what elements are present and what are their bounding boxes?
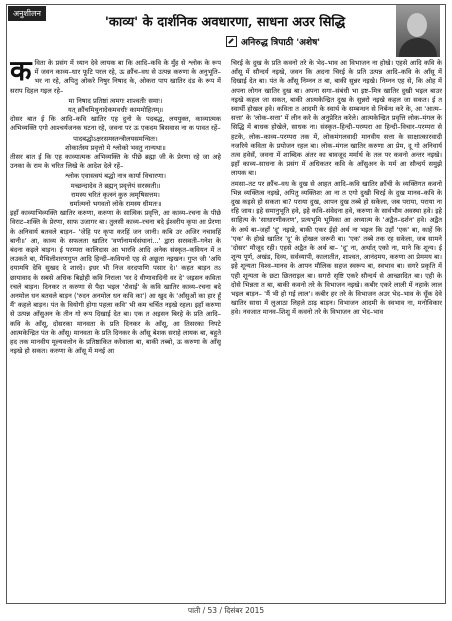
author-shoulders [399, 38, 437, 57]
pen-icon [226, 36, 237, 47]
paragraph: विता के प्रसंग में ध्यान देवे लायक बा कि आदि–कवि के मुँह से श्लोक के रूप में जवन काव्य–धार फूटि परल रहे, ऊ क्रौंच–वध से उत्पन्न करुणा के अनुभूति–भर ना रहे, अपितु ओकरे निषुर निषाद के, ओकरा पाप खातिर दंड के रूप में सराप दिहल गइल रहे– [10, 59, 221, 95]
verse-line: धर्मात्मनो भगवतो लोके रामस्य धीमतः॥ [69, 200, 162, 209]
verse-line: मच्छन्दादेव ते ब्रह्मन् प्रवृत्तेयं सरस्वती॥ [70, 181, 161, 190]
verse-line: यत् क्रौंचमिथुनादेकमवधीः काममोहितम्॥ [67, 106, 164, 115]
paragraph: तीसर बात ई कि एह काव्यात्मक अभिव्यक्ति के पीछे ब्रह्मा जी के प्रेरणा रहे जा अहे उनका के राम के चरित लिखे के आदेश देले रहें– [10, 153, 221, 171]
article-body [10, 59, 442, 599]
verse-line: श्लोक एवास्त्वयं बद्धो नात्र कार्या विचारणा। [65, 172, 166, 181]
paragraph: चिरई के दुख के प्रति कवनो तरे के भेद–भाव आ विभाजन ना होखे। एहसे आदि कवि के आँसू में सौन्दर्य नइखे, जवन कि अदना चिरई के प्रति उत्पन्न आदि–कवि के आँसू में दिखाई देत बा। पंत के आँसू निम्नन त बा, बाकी सुन्नर नइखे। निम्नन एह से, कि ओह में अपना लोगन खातिर दुख बा। अपना सगा–संबंधी भा इष्ट–मित्र खातिर दुखी भइल बाउर नइखे कहल जा सकत, बाकी आत्मकेन्द्रित दुख के सुन्नरो नइखे कहल जा सकत। ई त स्वार्थी होखल हवे। कविता त आदमी के स्वार्थ के सम्बन्धन से निर्बन्ध करे के, आ 'आत्म–सत्ता' के 'लोक–सत्ता' में लीन करे के अनुप्रेरित करेले। आत्मकेन्द्रित प्रवृत्ति लोक–मंगल के सिद्धि में बाधक होखेले, साधक ना। संस्कृत–हिन्दी–परम्परा आ हिन्दी–विचार–परम्परा से हटके, लोक–काव्य–परम्परा तक में, लोकमंगलवादी मानवीय सत्ता के साक्षात्कारवादी नजरिये कविता के प्रयोजन रहल बा। लोक–मंगल खातिर करुणा आ प्रेम, दू गो अनिवार्य तत्व हवेसँ, जवना में शाब्दिक अंतर का बावजूद मर्मार्थ के तल पर कवनो अन्तर नइखे। इहाँ काव्य–साधना के प्रसंग में अधिकतर कवि के आँसुअन के मर्म आ सौन्दर्य समुझे लायक बा। [231, 59, 442, 178]
article-title: 'काव्य' के दार्शनिक अवधारणा, साधना अउर सिद्धि [104, 15, 346, 30]
paragraph: तमसा–तट पर क्रौंच–वध के दुख से आहत आदि–कवि खातिर क्रौंची के व्यक्तिगत कवनो भिन्न व्यक्तित्व नइखे, अपितु व्यक्तिशः आ ना त एगो दुखी चिरई के दुख मानव–कवि के दुख कइसे हो सकता बा? पराया दुख, आपन दुख तब्बे हो सकेला, जब पराया, पराया ना रहि जाय। इहे समानुभूति हवे, इहे कवि–संवेदना हवे, करुणा के सार्वभौम अवस्था हवे। इहे साहित्य के 'साधारणीकरण', प्रत्यभूमि भूमिका आ अध्यात्म के 'अद्वैत–दर्शन' हवे। अद्वैत के अर्थ बा–जहाँ 'दू' नइखे, बाकी एकर ईहो अर्थ ना भइल कि उहाँ 'एक' बा, काहें कि 'एक' के होखे खातिर 'दू' के होखल जरूरी बा। 'एक' तब्बे तक रह सकेला, जब सामने 'दोसर' मौजूद रही। एहसे अद्वैत के अर्थ बा– 'दू' ना, अर्थात् एको ना, माने कि शून्य। ई शून्य पूर्ण, अखंड, दिव्य, सर्वव्यापी, कालातीत, शाश्वत, आनंदमय, करुणा आ प्रेममय बा। इहे शून्यता विश्व–मानव के आपन मौलिक सहज स्वरूप बा, स्वभाव बा। सगरे प्रकृति में एही शून्यता के छटा छितराइल बा। सगरो सृष्टि एकरे सौन्दर्य से आच्छादित बा। एही के दोसे भिन्नता त बा, बाकी कवनो तरे के विभाजन नइखे। कबीर एकरे लाली में नहाके लाल भइल बाड़न– 'मैं भी हो गई लाल'। कबीर हर तरे के विभाजन अउर भेद–भाव के धूँक देवे खातिर साधा में लुआठा लिहले ठाढ़ बाड़न। विभाजन आदमी के स्वभाव ना, मनोविकार हवे। नवजात मानव–शिशु में कवनो तरे के विभाजन आ भेद–भाव [231, 179, 442, 317]
byline [226, 35, 320, 48]
paragraph: इहाँ काव्याभिव्यक्ति खातिर करुणा, करुणा के सात्विक प्रवृत्ति, आ काव्य–रचना के पीछे विराट–शक्ति के प्रेरणा, साफ उजागर बा। तुलसी काव्य–रचना बदे ईश्वरीय कृपा आ प्रेरणा के अनिवार्य बतवले बाड़न– 'जेहि पर कृपा करहिं जन जानी। कबि उर अजिर नचावहिं बानी॥' आ, काव्य के सफलता खातिर 'वर्णानामर्थसंघानां...' द्वारा सरस्वती–गनेश के बंदना कइले बाड़न। ई परम्परा कालिदास आ भारवि आदि अनेक संस्कृत–कवियन में त लउकते बा, मैथिलीशरणगुप्त आदि हिन्दी–कवियनो एह से अछूता नइखन। गुप्त जी 'अयि दयामयि देवि सुखद दे शारदे। इधर भी निज वरदपाणि पसार दे।' कहत बाड़न तऽ छायावाद के सबसे अधिक बिद्रोही कवि निराला 'वर दे वीणावादिनी वर दे' जइसन कविता रचले बाड़न। दिनकर त करुणा से पैदा भइल 'रोवाई' के कवि खातिर काव्य–रचना बदे अनमोल धन बतवले बाड़न ('रुदन अनमोल धन कवि का') आ खुद के 'आँसुओं का हार हूँ मैं' कहले बाड़न। पंत के वियोगी होगा पहला कवि' भी कम चर्चित नइखे रहल। इहाँ करुणा से उत्पन्न आँसुअन के तीन गो रूप दिखाई देत बा। एक त अइसन बिरहे के प्रति आदि–कवि के आँसू, दोसरका मानवता के प्रति दिनकर के आँसू, आ तिसरका निपटे आत्मकेन्द्रित पंत के आँसू। मानवता के प्रति दिनकर के आँसू बेशक सराहे लायक बा, बहुते हद तक मानवीय मूल्यवत्तोन के प्रतिष्ठाकित करेवाला बा, बाकी तब्बो, ऊ करुणा के आँसू नइखे हो सकत। करुणा के आँसू में मनई आ [10, 209, 221, 356]
right-column [231, 59, 442, 599]
verse-line: मा निषाद प्रतिष्ठां त्वमगः शाश्वतीः समाः। [68, 96, 163, 105]
paragraph: दोसर बात ई कि आदि–कवि खातिर एह दुनो के पदबद्ध, लययुक्त, काव्यात्मक अभिव्यक्ति एगो आश्चर्यजनक घटना रहे, जवना पर ऊ एकदम बिसवास ना क पावत रहें– [10, 115, 221, 133]
article-header [60, 10, 390, 50]
left-column [10, 59, 221, 599]
author-face [407, 13, 427, 37]
verse-line: रामस्य चरितं कृत्स्नं कुरु त्वमृषिसत्तम। [71, 190, 160, 199]
page-footer: पाती / 53 / दिसंबर 2015 [187, 606, 265, 615]
verse-line: पादबद्धोऽक्षरसमस्तन्त्रीलयसमन्वितः। [73, 134, 158, 143]
author-name: अनिरुद्ध त्रिपाठी 'अशेष' [241, 38, 321, 48]
verse-line: शोकार्तस्य प्रवृत्तो मे श्लोको भवतु नान्यथा॥ [65, 143, 166, 152]
drop-cap: क [10, 59, 32, 87]
author-photo [396, 5, 440, 57]
section-tag: अनुशीलन [8, 6, 46, 21]
